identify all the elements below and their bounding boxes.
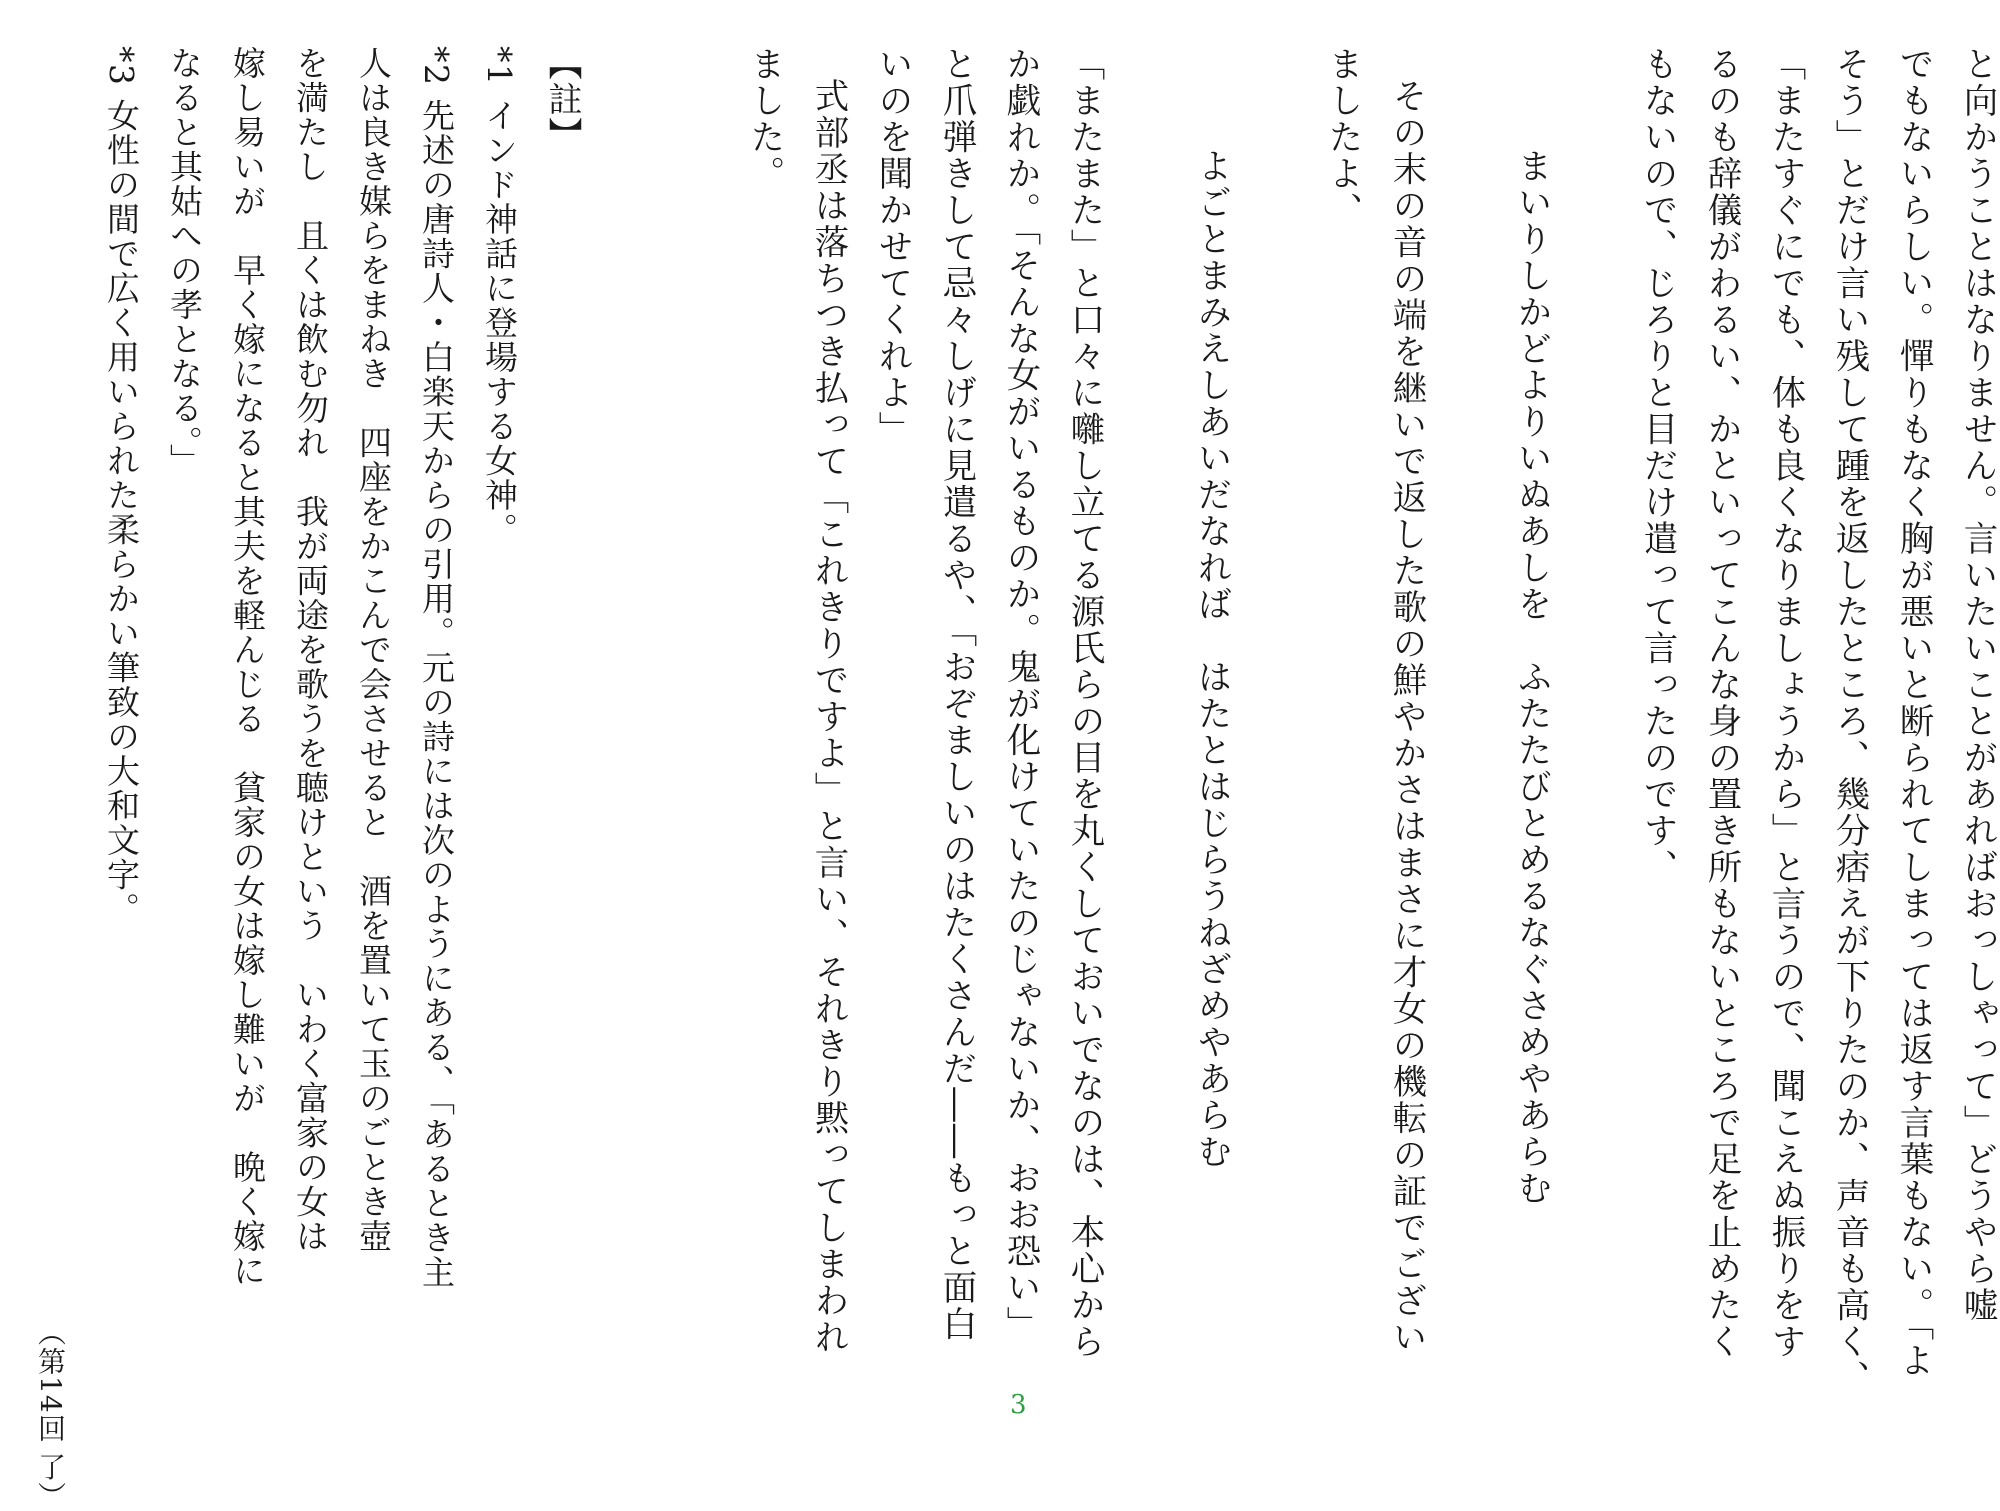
text-column-13: 式部丞は落ちつき払って「これきりですよ」と言い、それきり黙ってしまわれ (808, 78, 848, 1356)
page-number: 3 (1010, 1390, 1027, 1420)
note-2-line-1: *2 先述の唐詩人・白楽天からの引用。元の詩には次のようにある、「あるとき主 (417, 46, 456, 1290)
note-3: *3 女性の間で広く用いられた柔らかい筆致の大和文字。 (102, 46, 141, 927)
chapter-end-label: （第14回 了） (34, 1318, 67, 1511)
text-column-6: もないので、じろりと目だけ遣って言ったのです、 (1637, 46, 1677, 886)
note-1: *1 インド神話に登場する女神。 (480, 46, 519, 547)
poem-line-2: よごとまみえしあいだなれば はたとはじらうねざめやあらむ (1191, 148, 1231, 1170)
note-2-line-2: 人は良き媒らをまねき 四座をかこんで会させると 酒を置いて玉のごとき壺 (354, 46, 393, 1254)
text-column-10: か戯れか。「そんな女がいるものか。鬼が化けていたのじゃないか、おお恐い」 (1000, 46, 1040, 1343)
text-column-8: ましたよ、 (1322, 46, 1362, 229)
text-column-9: 「またまた」と口々に囃し立てる源氏らの目を丸くしておいでなのは、本心から (1064, 46, 1104, 1360)
text-column-3: そう」とだけ言い残して踵を返したところ、幾分痞えが下りたのか、声音も高く、 (1829, 46, 1869, 1397)
text-column-14: ました。 (744, 46, 784, 192)
text-column-12: いのを聞かせてくれよ」 (872, 46, 912, 448)
note-2-line-5: なると其姑への孝となる。」 (165, 46, 204, 478)
text-column-2: でもないらしい。憚りもなく胸が悪いと断られてしまっては返す言葉もない。「よ (1893, 46, 1933, 1380)
text-column-1: と向かうことはなりません。言いたいことがあればおっしゃって」どうやら嘘 (1957, 46, 1997, 1324)
notes-heading: 【註】 (542, 46, 582, 153)
text-column-4: 「またすぐにでも、体も良くなりましょうから」と言うので、聞こえぬ振りをす (1765, 46, 1805, 1360)
text-column-7: その末の音の端を継いで返した歌の鮮やかさはまさに才女の機転の証でござい (1386, 78, 1426, 1356)
note-2-line-3: を満たし 且くは飲む勿れ 我が両途を歌うを聴けという いわく富家の女は (291, 46, 330, 1254)
text-column-11: と爪弾きして忌々しげに見遣るや、「おぞましいのはたくさんだ――もっと面白 (936, 46, 976, 1343)
note-2-line-4: 嫁し易いが 早く嫁になると其夫を軽んじる 貧家の女は嫁し難いが 晩く嫁に (228, 46, 267, 1288)
poem-line-1: まいりしかどよりいぬあしを ふたたびとめるなぐさめやあらむ (1511, 148, 1551, 1207)
text-column-5: るのも辞儀がわるい、かといってこんな身の置き所もないところで足を止めたく (1701, 46, 1741, 1360)
